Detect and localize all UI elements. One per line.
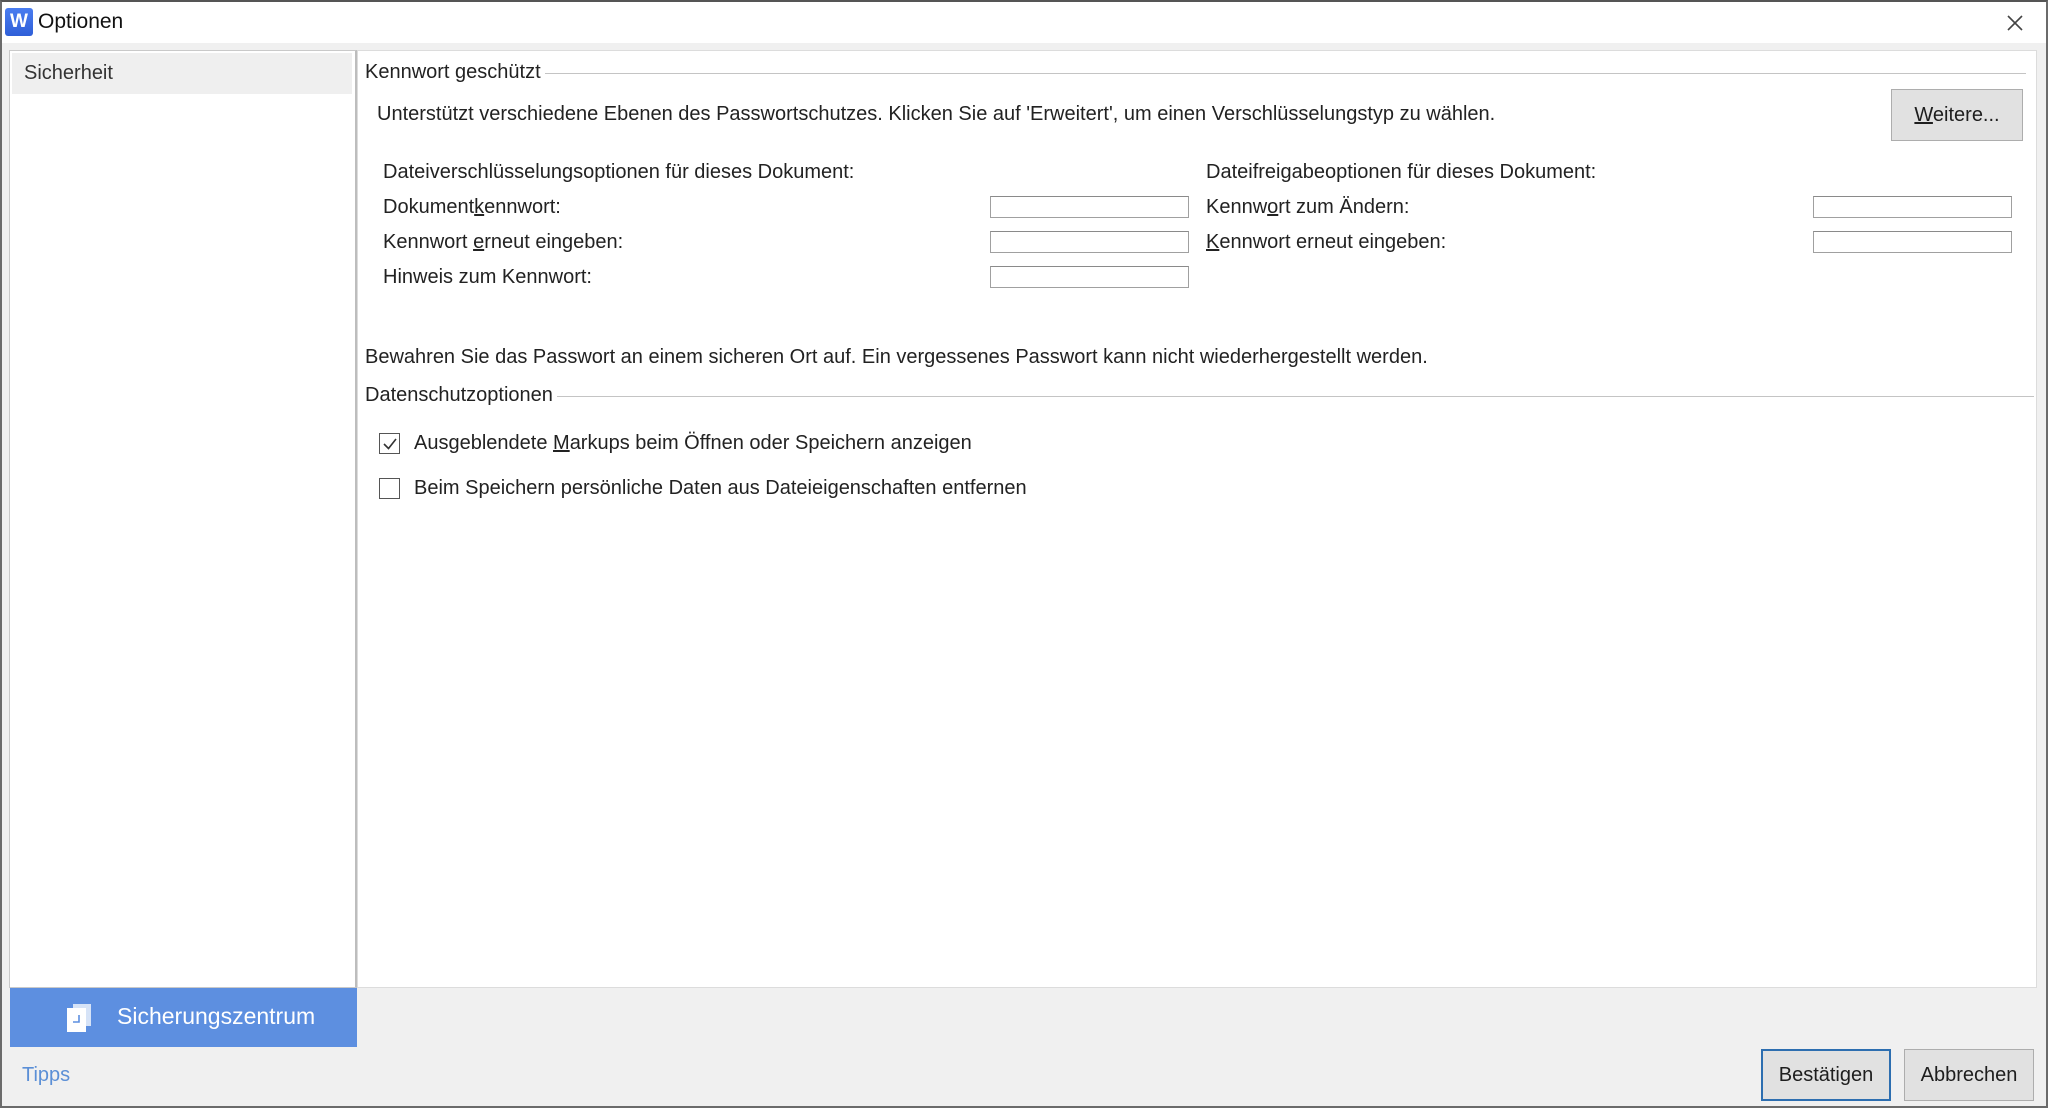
show-hidden-markup-label — [414, 432, 972, 455]
password-warning: Bewahren Sie das Passwort an einem sicheren Ort auf. Ein vergessenes Passwort kann nicht wiederhergestellt werden. — [365, 346, 1428, 368]
title-bar — [2, 2, 2046, 43]
password-description: Unterstützt verschiedene Ebenen des Passwortschutzes. Klicken Sie auf 'Erweitert', um einen Verschlüsselungstyp zu wählen. — [377, 103, 1496, 125]
label-text: Hinweis zum Kennwort: — [383, 266, 592, 288]
remove-personal-info-option[interactable] — [379, 477, 1027, 500]
accesskey: o — [1267, 196, 1279, 218]
encryption-heading: Dateiverschlüsselungsoptionen für dieses Dokument: — [383, 161, 855, 183]
remove-personal-info-label: Beim Speichern persönliche Daten aus Dateieigenschaften entfernen — [414, 477, 1027, 499]
security-center-button[interactable] — [10, 988, 357, 1047]
reenter-modify-password-label — [1206, 231, 1446, 254]
label-text: Ausgeblendete — [414, 432, 554, 454]
tips-link[interactable]: Tipps — [22, 1064, 71, 1086]
password-hint-label — [383, 266, 592, 289]
label-text: Kennw — [1206, 196, 1268, 218]
reenter-password-label — [383, 231, 623, 254]
label-text: Dokument — [383, 196, 475, 218]
accesskey: e — [473, 231, 485, 253]
show-hidden-markup-checkbox[interactable] — [379, 433, 400, 454]
advanced-button[interactable] — [1891, 89, 2023, 141]
show-hidden-markup-option[interactable] — [379, 432, 972, 455]
label-text: rt zum Ändern: — [1278, 196, 1410, 218]
options-sidebar — [9, 50, 357, 988]
reenter-modify-password-input[interactable] — [1813, 231, 2012, 253]
advanced-button-accesskey: W — [1914, 104, 1933, 126]
close-button[interactable] — [2000, 8, 2030, 38]
password-hint-input[interactable] — [990, 266, 1189, 288]
sharing-heading: Dateifreigabeoptionen für dieses Dokument: — [1206, 161, 1597, 183]
modify-password-label — [1206, 196, 1409, 219]
password-group-divider — [366, 73, 2026, 74]
privacy-group-title: Datenschutzoptionen — [365, 384, 557, 407]
security-center-label: Sicherungszentrum — [117, 1003, 316, 1029]
document-password-input[interactable] — [990, 196, 1189, 218]
security-settings-panel — [357, 50, 2037, 988]
remove-personal-info-checkbox[interactable] — [379, 478, 400, 499]
wps-writer-app-icon: W — [5, 8, 33, 36]
label-text: ennwort: — [484, 196, 561, 218]
cancel-button[interactable]: Abbrechen — [1904, 1049, 2034, 1101]
password-group-title: Kennwort geschützt — [365, 61, 545, 84]
close-icon — [2000, 8, 2030, 38]
confirm-button[interactable]: Bestätigen — [1761, 1049, 1891, 1101]
modify-password-input[interactable] — [1813, 196, 2012, 218]
label-text: arkups beim Öffnen oder Speichern anzeigen — [569, 432, 972, 454]
document-stack-icon — [66, 1004, 92, 1032]
label-text: rneut eingeben: — [484, 231, 624, 253]
accesskey: K — [1206, 231, 1220, 253]
checkmark-icon — [381, 435, 399, 453]
label-text: Kennwort — [383, 231, 474, 253]
accesskey: M — [553, 432, 570, 454]
window-title: Optionen — [38, 10, 124, 33]
advanced-button-label: eitere... — [1932, 104, 2000, 126]
privacy-group-divider — [366, 396, 2034, 397]
accesskey: k — [474, 196, 485, 218]
label-text: ennwort erneut eingeben: — [1219, 231, 1447, 253]
document-password-label — [383, 196, 561, 219]
sidebar-item-security[interactable]: Sicherheit — [12, 53, 352, 94]
reenter-password-input[interactable] — [990, 231, 1189, 253]
